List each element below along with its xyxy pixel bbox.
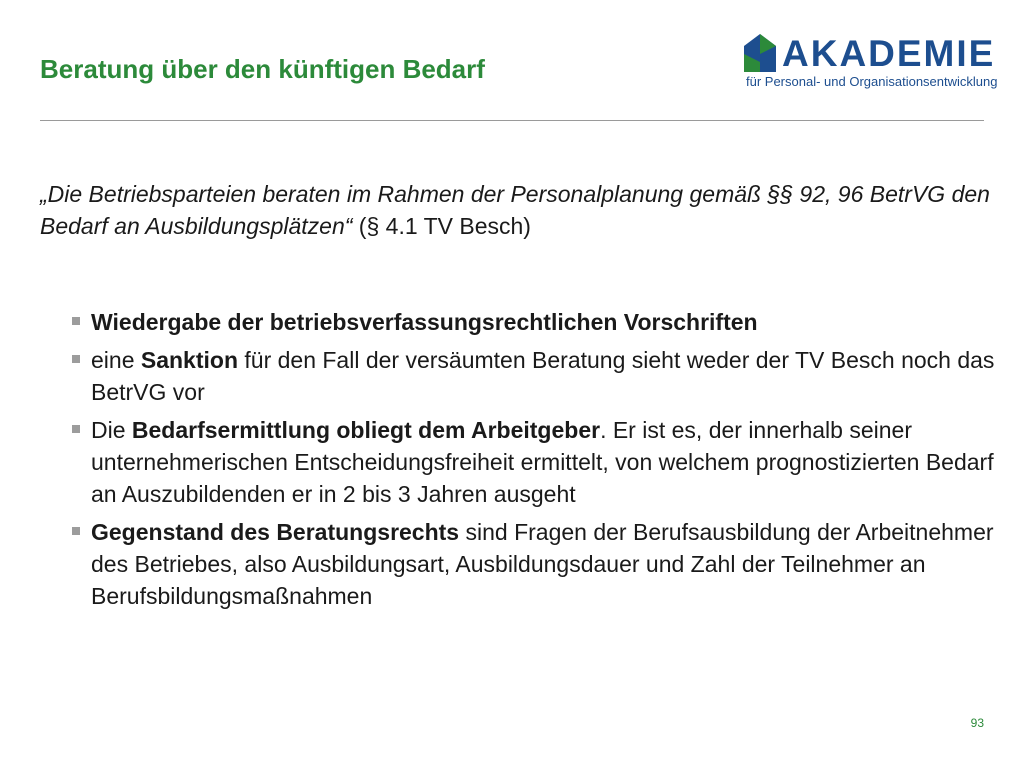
bullet-item [70, 414, 1000, 510]
header-divider [40, 120, 984, 121]
bullet-item [70, 306, 1000, 338]
akademie-logo [742, 30, 998, 90]
slide-title: Beratung über den künftigen Bedarf [40, 54, 485, 84]
bullet-item [70, 516, 1000, 612]
bullet-text: Die Bedarfsermittlung obliegt dem Arbeitgeber. Er ist es, der innerhalb seiner unternehmerischen Entscheidungsfreiheit ermittelt, von welchem prognostizierten Bedarf an Auszubildenden er in 2 bis 3 Jahren ausgeht [91, 417, 994, 507]
house-logo-icon [742, 32, 776, 72]
logo-wordmark: AKADEMIE [782, 33, 996, 74]
quote-text: „Die Betriebsparteien beraten im Rahmen der Personalplanung gemäß §§ 92, 96 BetrVG den Bedarf an Ausbildungsplätzen“ [40, 181, 990, 239]
bullet-text: eine Sanktion für den Fall der versäumten Beratung sieht weder der TV Besch noch das BetrVG vor [91, 347, 995, 405]
quote-paragraph [40, 178, 990, 242]
page-number: 93 [970, 716, 984, 730]
bullet-text: Wiedergabe der betriebsverfassungsrechtlichen Vorschriften [91, 309, 758, 335]
square-bullet-icon [72, 527, 80, 535]
bullet-item [70, 344, 1000, 408]
square-bullet-icon [72, 317, 80, 325]
square-bullet-icon [72, 355, 80, 363]
quote-reference: (§ 4.1 TV Besch) [352, 213, 531, 239]
square-bullet-icon [72, 425, 80, 433]
bullet-list [70, 306, 1000, 618]
bullet-text: Gegenstand des Beratungsrechts sind Fragen der Berufsausbildung der Arbeitnehmer des Betriebes, also Ausbildungsart, Ausbildungsdauer und Zahl der Teilnehmer an Berufsbildungsmaßnahmen [91, 519, 994, 609]
logo-subtitle: für Personal- und Organisationsentwicklung [746, 74, 998, 89]
